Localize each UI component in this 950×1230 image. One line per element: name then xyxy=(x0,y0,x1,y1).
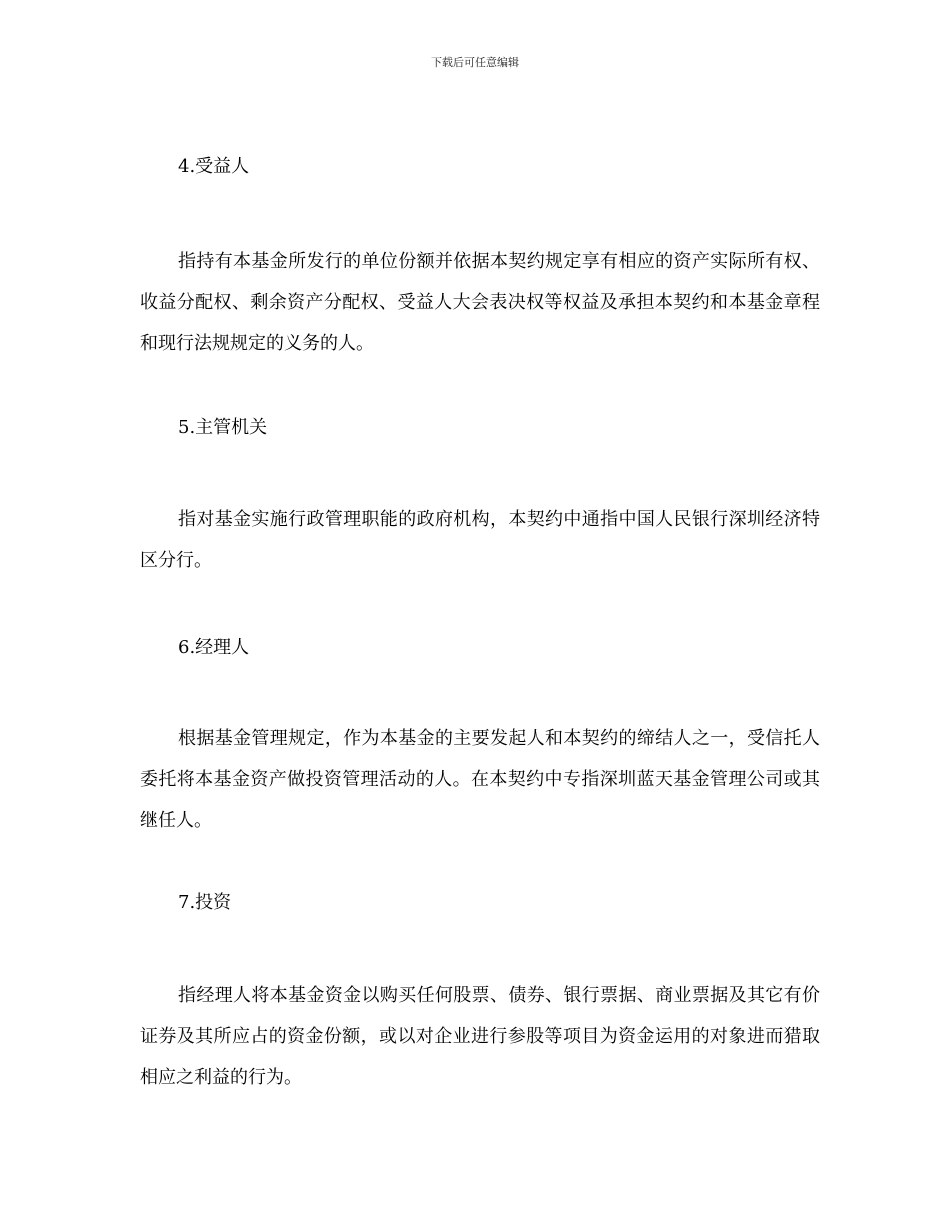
page-header: 下载后可任意编辑 xyxy=(431,56,519,69)
section-heading-investment: 7.投资 xyxy=(178,892,232,913)
section-paragraph-manager: 根据基金管理规定，作为本基金的主要发起人和本契约的缔结人之一，受信托人委托将本基金资产做投资管理活动的人。在本契约中专指深圳蓝天基金管理公司或其继任人。 xyxy=(140,728,820,831)
section-heading-manager: 6.经理人 xyxy=(178,637,250,658)
document-body xyxy=(140,152,820,1098)
section-paragraph-beneficiary: 指持有本基金所发行的单位份额并依据本契约规定享有相应的资产实际所有权、收益分配权、剩余资产分配权、受益人大会表决权等权益及承担本契约和本基金章程和现行法规规定的义务的人。 xyxy=(140,251,820,354)
section-heading-beneficiary: 4.受益人 xyxy=(178,156,250,177)
section-heading-authority: 5.主管机关 xyxy=(178,417,268,438)
section-paragraph-authority: 指对基金实施行政管理职能的政府机构，本契约中通指中国人民银行深圳经济特区分行。 xyxy=(140,509,820,571)
section-paragraph-investment: 指经理人将本基金资金以购买任何股票、债券、银行票据、商业票据及其它有价证券及其所应占的资金份额，或以对企业进行参股等项目为资金运用的对象进而猎取相应之利益的行为。 xyxy=(140,985,820,1088)
